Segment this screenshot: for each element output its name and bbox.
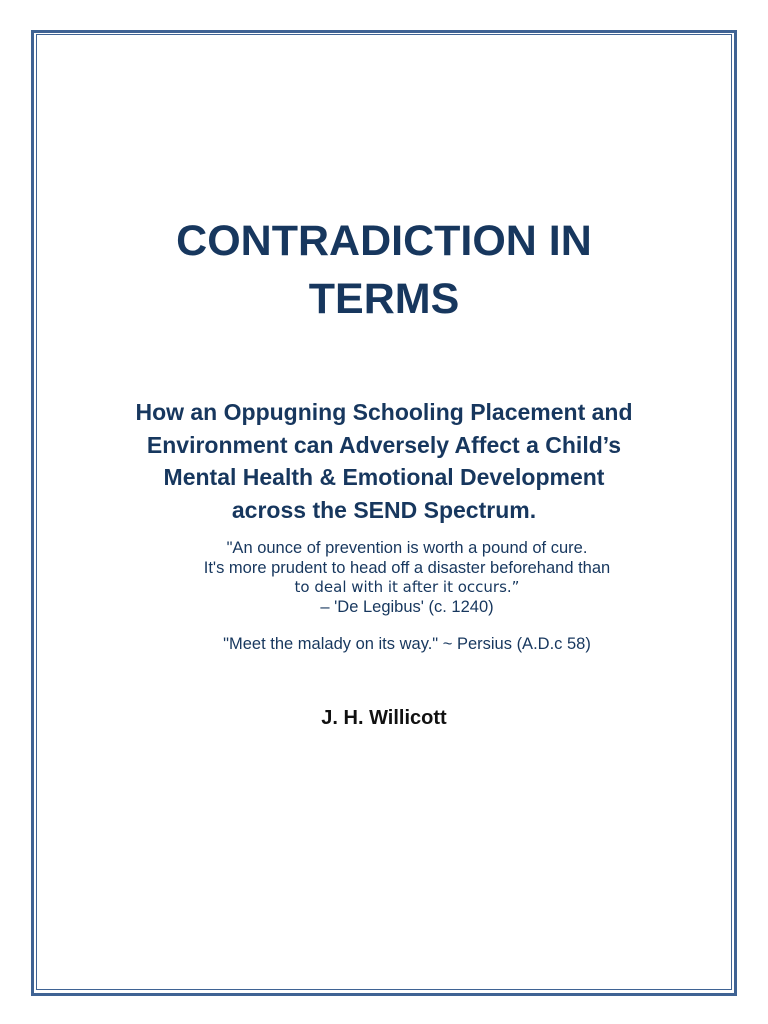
subtitle-line-4: across the SEND Spectrum. xyxy=(231,496,537,523)
quote-attribution: – 'De Legibus' (c. 1240) xyxy=(320,597,494,616)
document-subtitle xyxy=(84,396,684,526)
epigraph-quote xyxy=(110,539,704,617)
quote-line-1: "An ounce of prevention is worth a pound of cure. xyxy=(226,539,588,557)
subtitle-line-3: Mental Health & Emotional Development xyxy=(163,464,605,490)
author-name: J. H. Willicott xyxy=(321,707,447,729)
quote-line-3: to deal with it after it occurs.” xyxy=(294,578,520,596)
document-title xyxy=(0,212,768,328)
second-quote: "Meet the malady on its way." ~ Persius (A.D.c 58) xyxy=(223,635,591,653)
quote-line-2: It's more prudent to head off a disaster beforehand than xyxy=(203,558,611,577)
subtitle-line-2: Environment can Adversely Affect a Child’s xyxy=(146,431,622,458)
subtitle-line-1: How an Oppugning Schooling Placement and xyxy=(135,399,633,425)
title-line-1: CONTRADICTION IN xyxy=(176,217,592,265)
title-line-2: TERMS xyxy=(308,275,460,323)
